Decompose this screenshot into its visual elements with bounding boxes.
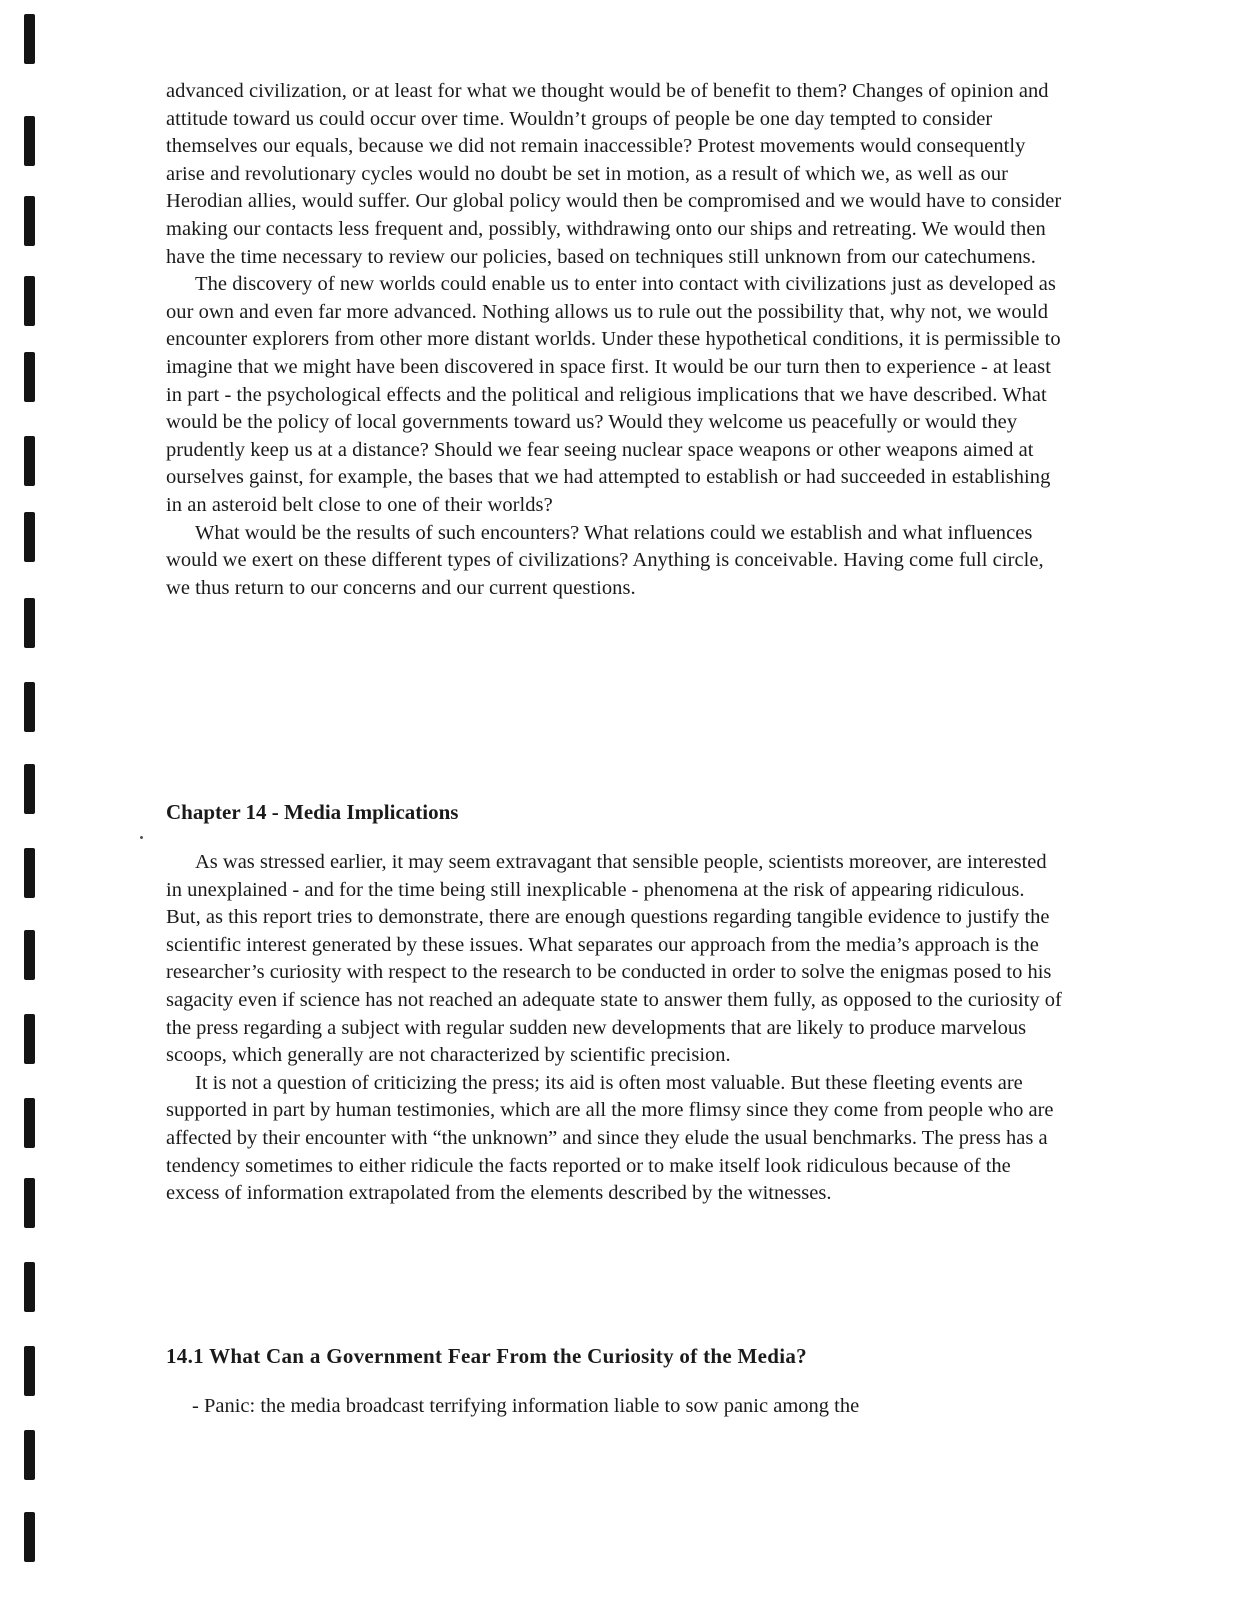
- binding-hole-mark: [24, 276, 35, 326]
- binding-hole-mark: [24, 116, 35, 166]
- binding-hole-mark: [24, 682, 35, 732]
- scan-speck: [140, 836, 143, 839]
- body-paragraph: As was stressed earlier, it may seem extravagant that sensible people, scientists moreover, are interested in unexplained - and for the time being still inexplicable - phenomena at the risk of appearing ridiculous. But, as this report tries to demonstrate, there are enough questions regarding tangible evidence to justify the scientific interest generated by these issues. What separates our approach from the media’s approach is the researcher’s curiosity with respect to the research to be conducted in order to solve the enigmas posed to his sagacity even if science has not reached an adequate state to answer them fully, as opposed to the curiosity of the press regarding a subject with regular sudden new developments that are likely to produce marvelous scoops, which generally are not characterized by scientific precision.: [166, 851, 1062, 1067]
- binding-hole-mark: [24, 196, 35, 246]
- binding-hole-mark: [24, 1262, 35, 1312]
- chapter-heading: Chapter 14 - Media Implications: [166, 800, 459, 824]
- binding-hole-mark: [24, 512, 35, 562]
- binding-hole-mark: [24, 930, 35, 980]
- binding-hole-mark: [24, 1014, 35, 1064]
- binding-hole-mark: [24, 1512, 35, 1562]
- binding-hole-mark: [24, 1346, 35, 1396]
- binding-hole-mark: [24, 764, 35, 814]
- binding-hole-mark: [24, 598, 35, 648]
- binding-hole-mark: [24, 14, 35, 64]
- binding-hole-mark: [24, 436, 35, 486]
- continued-text-block: [166, 78, 1062, 602]
- chapter-text-block: [166, 849, 1062, 1208]
- binding-hole-mark: [24, 352, 35, 402]
- binding-hole-mark: [24, 1430, 35, 1480]
- body-paragraph: It is not a question of criticizing the press; its aid is often most valuable. But these fleeting events are supported in part by human testimonies, which are all the more flimsy since they come from people who are affected by their encounter with “the unknown” and since they elude the usual benchmarks. The press has a tendency sometimes to either ridicule the facts reported or to make itself look ridiculous because of the excess of information extrapolated from the elements described by the witnesses.: [166, 1071, 1054, 1205]
- body-paragraph: The discovery of new worlds could enable us to enter into contact with civilizations just as developed as our own and even far more advanced. Nothing allows us to rule out the possibility that, why not, we would encounter explorers from other more distant worlds. Under these hypothetical conditions, it is permissible to imagine that we might have been discovered in space first. It would be our turn then to experience - at least in part - the psychological effects and the political and religious implications that we have described. What would be the policy of local governments toward us? Would they welcome us peacefully or would they prudently keep us at a distance? Should we fear seeing nuclear space weapons or other weapons aimed at ourselves gainst, for example, the bases that we had attempted to establish or had succeeded in establishing in an asteroid belt close to one of their worlds?: [166, 273, 1061, 516]
- binding-hole-mark: [24, 1178, 35, 1228]
- section-heading: 14.1 What Can a Government Fear From the Curiosity of the Media?: [166, 1344, 807, 1368]
- body-paragraph: What would be the results of such encounters? What relations could we establish and what influences would we exert on these different types of civilizations? Anything is conceivable. Having come full circle, we thus return to our concerns and our current questions.: [166, 521, 1044, 599]
- binding-hole-mark: [24, 1098, 35, 1148]
- list-item: - Panic: the media broadcast terrifying information liable to sow panic among the: [192, 1395, 860, 1417]
- binding-hole-mark: [24, 848, 35, 898]
- body-paragraph: advanced civilization, or at least for what we thought would be of benefit to them? Changes of opinion and attitude toward us could occur over time. Wouldn’t groups of people be one day tempted to consider themselves our equals, because we did not remain inaccessible? Protest movements would consequently arise and revolutionary cycles would no doubt be set in motion, as a result of which we, as well as our Herodian allies, would suffer. Our global policy would then be compromised and we would have to consider making our contacts less frequent and, possibly, withdrawing onto our ships and retreating. We would then have the time necessary to review our policies, based on techniques still unknown from our catechumens.: [166, 80, 1062, 268]
